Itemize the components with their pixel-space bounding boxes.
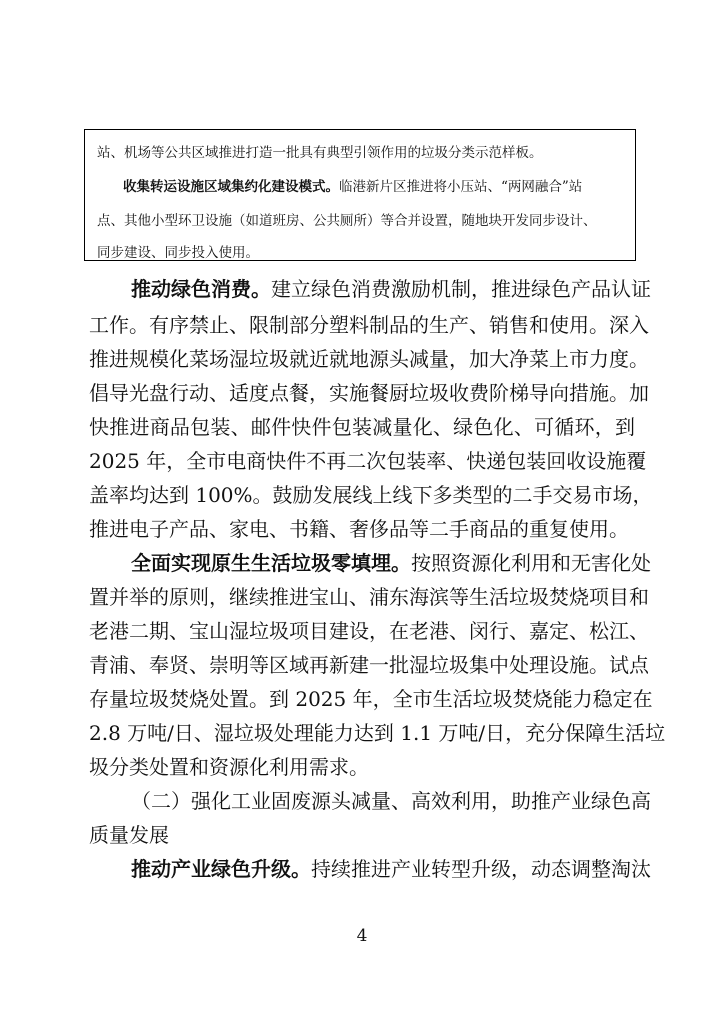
box-line-1: 站、机场等公共区域推进打造一批具有典型引领作用的垃圾分类示范样板。 [97, 145, 543, 161]
p1-heading: 推动绿色消费。 [131, 277, 271, 301]
p1-line-8: 推进电子产品、家电、书籍、奢侈品等二手商品的重复使用。 [89, 517, 629, 541]
boxed-note [84, 129, 636, 261]
box-line-4: 同步建设、同步投入使用。 [97, 245, 259, 261]
p1-line-6: 2025 年，全市电商快件不再二次包装率、快递包装回收设施覆 [89, 449, 647, 473]
p2-line-7: 圾分类处置和资源化利用需求。 [89, 755, 369, 779]
p2-heading: 全面实现原生生活垃圾零填埋。 [131, 551, 411, 575]
p2-line-5: 存量垃圾焚烧处置。到 2025 年，全市生活垃圾焚烧能力稳定在 [89, 687, 653, 711]
p1-line-5: 快推进商品包装、邮件快件包装减量化、绿色化、可循环，到 [89, 415, 635, 439]
box-line-3: 点、其他小型环卫设施（如道班房、公共厕所）等合并设置，随地块开发同步设计、 [97, 213, 597, 229]
p1-line-1-text: 建立绿色消费激励机制，推进绿色产品认证 [271, 277, 651, 301]
p3-heading: 推动产业绿色升级。 [131, 857, 311, 881]
section-heading-line-2: 质量发展 [89, 823, 169, 847]
page-number: 4 [356, 926, 368, 946]
box-line-2 [97, 178, 627, 196]
p2-line-2: 置并举的原则，继续推进宝山、浦东海滨等生活垃圾焚烧项目和 [89, 585, 649, 609]
p3-line-1 [89, 856, 651, 882]
box-line-2-text: 临港新片区推进将小压站、“两网融合”站 [339, 179, 583, 195]
p2-line-1 [89, 550, 651, 576]
p2-line-3: 老港二期、宝山湿垃圾项目建设，在老港、闵行、嘉定、松江、 [89, 619, 649, 643]
p2-line-6: 2.8 万吨/日、湿垃圾处理能力达到 1.1 万吨/日，充分保障生活垃 [89, 721, 666, 745]
p1-line-2: 工作。有序禁止、限制部分塑料制品的生产、销售和使用。深入 [89, 313, 649, 337]
p2-line-4: 青浦、奉贤、崇明等区域再新建一批湿垃圾集中处理设施。试点 [89, 653, 649, 677]
p3-line-1-text: 持续推进产业转型升级，动态调整淘汰 [311, 857, 651, 881]
p1-line-4: 倡导光盘行动、适度点餐，实施餐厨垃圾收费阶梯导向措施。加 [89, 381, 649, 405]
p1-line-3: 推进规模化菜场湿垃圾就近就地源头减量，加大净菜上市力度。 [89, 347, 649, 371]
p2-line-1-text: 按照资源化利用和无害化处 [411, 551, 651, 575]
p1-line-7: 盖率均达到 100%。鼓励发展线上线下多类型的二手交易市场， [89, 483, 653, 507]
p1-line-1 [89, 276, 651, 302]
box-bold-heading: 收集转运设施区域集约化建设模式。 [123, 179, 339, 195]
section-heading-line-1: （二）强化工业固废源头减量、高效利用，助推产业绿色高 [131, 789, 651, 813]
